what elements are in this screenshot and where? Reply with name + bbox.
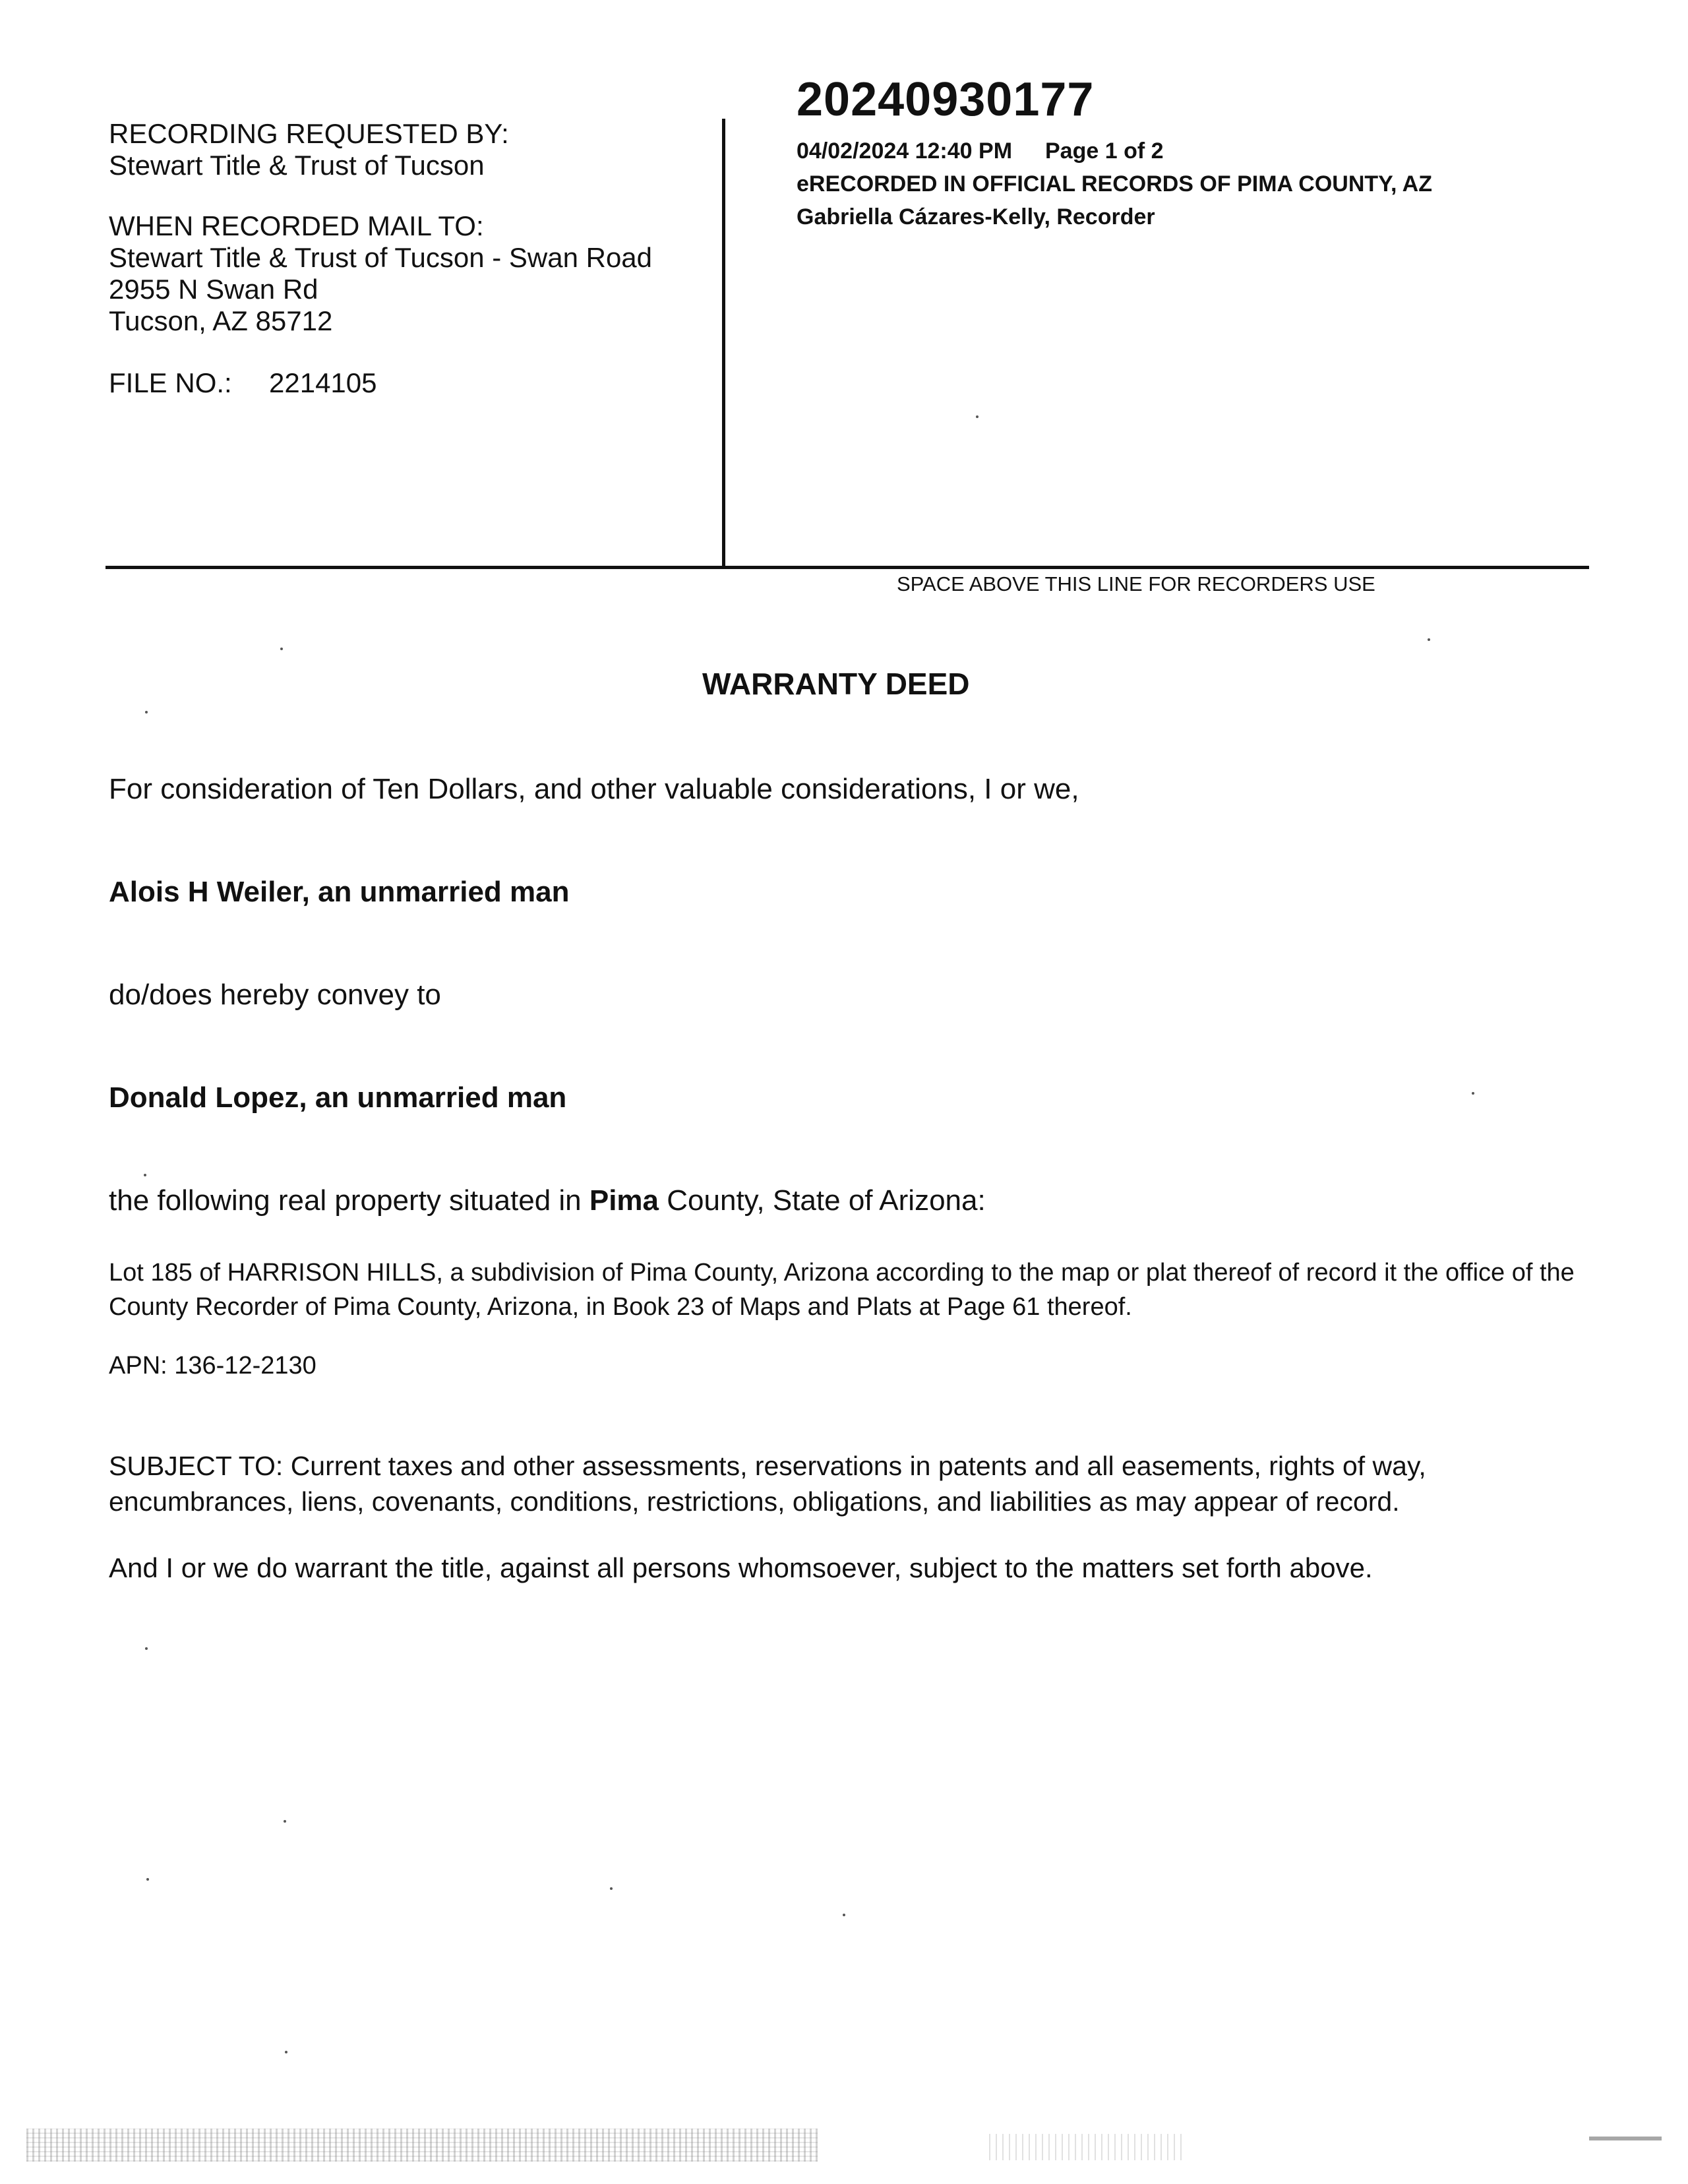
- recorders-use-divider: [106, 566, 1589, 569]
- space-above-label: SPACE ABOVE THIS LINE FOR RECORDERS USE: [897, 572, 1375, 595]
- scan-speck: [144, 1174, 146, 1176]
- mail-to-label: WHEN RECORDED MAIL TO:: [109, 210, 484, 241]
- scan-speck: [280, 648, 283, 650]
- deed-title: WARRANTY DEED: [702, 667, 970, 701]
- erecorded-line: eRECORDED IN OFFICIAL RECORDS OF PIMA COUNTY, AZ: [797, 171, 1433, 197]
- legal-description: Lot 185 of HARRISON HILLS, a subdivision of Pima County, Arizona according to the map or plat thereof of record it the office of the County Recorder of Pima County, Arizona, in Book 23 of Maps and Plats at Page 61 thereof.: [109, 1259, 1575, 1321]
- scan-speck: [146, 1878, 149, 1881]
- page-info: Page 1 of 2: [1045, 138, 1164, 164]
- grantor-name: Alois H Weiler, an unmarried man: [109, 876, 570, 908]
- file-no-label: FILE NO.:: [109, 367, 232, 398]
- header-vertical-divider: [722, 119, 725, 567]
- scan-speck: [145, 1647, 148, 1650]
- apn: APN: 136-12-2130: [109, 1352, 316, 1380]
- recording-requested-name: Stewart Title & Trust of Tucson: [109, 150, 485, 181]
- scan-speck: [1428, 638, 1430, 641]
- scan-noise-strip: [989, 2134, 1187, 2160]
- scan-speck: [1472, 1092, 1474, 1095]
- property-prefix: the following real property situated in: [109, 1184, 589, 1217]
- grantee-name: Donald Lopez, an unmarried man: [109, 1081, 567, 1114]
- mail-to-line-3: Tucson, AZ 85712: [109, 305, 333, 336]
- record-number: 20240930177: [797, 73, 1095, 126]
- recorded-datetime: 04/02/2024 12:40 PM: [797, 138, 1013, 164]
- scan-speck: [145, 711, 148, 713]
- convey-text: do/does hereby convey to: [109, 979, 441, 1011]
- mail-to-line-2: 2955 N Swan Rd: [109, 274, 318, 305]
- scan-noise-strip: [26, 2129, 818, 2162]
- scan-noise-strip: [1589, 2137, 1662, 2140]
- file-no-value: 2214105: [269, 367, 377, 398]
- property-location: [109, 1184, 986, 1217]
- subject-to-text: SUBJECT TO: Current taxes and other assessments, reservations in patents and all easements, rights of way, encumbrances, liens, covenants, conditions, restrictions, obligations, and liabilities as may appear of record.: [109, 1451, 1426, 1517]
- recording-requested-label: RECORDING REQUESTED BY:: [109, 118, 509, 149]
- consideration-text: For consideration of Ten Dollars, and other valuable considerations, I or we,: [109, 773, 1079, 805]
- property-county: Pima: [589, 1184, 659, 1217]
- scan-speck: [284, 1820, 286, 1823]
- property-suffix: County, State of Arizona:: [659, 1184, 986, 1217]
- mail-to-line-1: Stewart Title & Trust of Tucson - Swan Road: [109, 242, 653, 273]
- scan-speck: [285, 2051, 287, 2053]
- scan-speck: [610, 1887, 613, 1890]
- warranty-text: And I or we do warrant the title, against all persons whomsoever, subject to the matters set forth above.: [109, 1552, 1373, 1583]
- recorder-line: Gabriella Cázares-Kelly, Recorder: [797, 204, 1155, 229]
- scan-speck: [976, 415, 979, 418]
- scan-speck: [843, 1914, 845, 1916]
